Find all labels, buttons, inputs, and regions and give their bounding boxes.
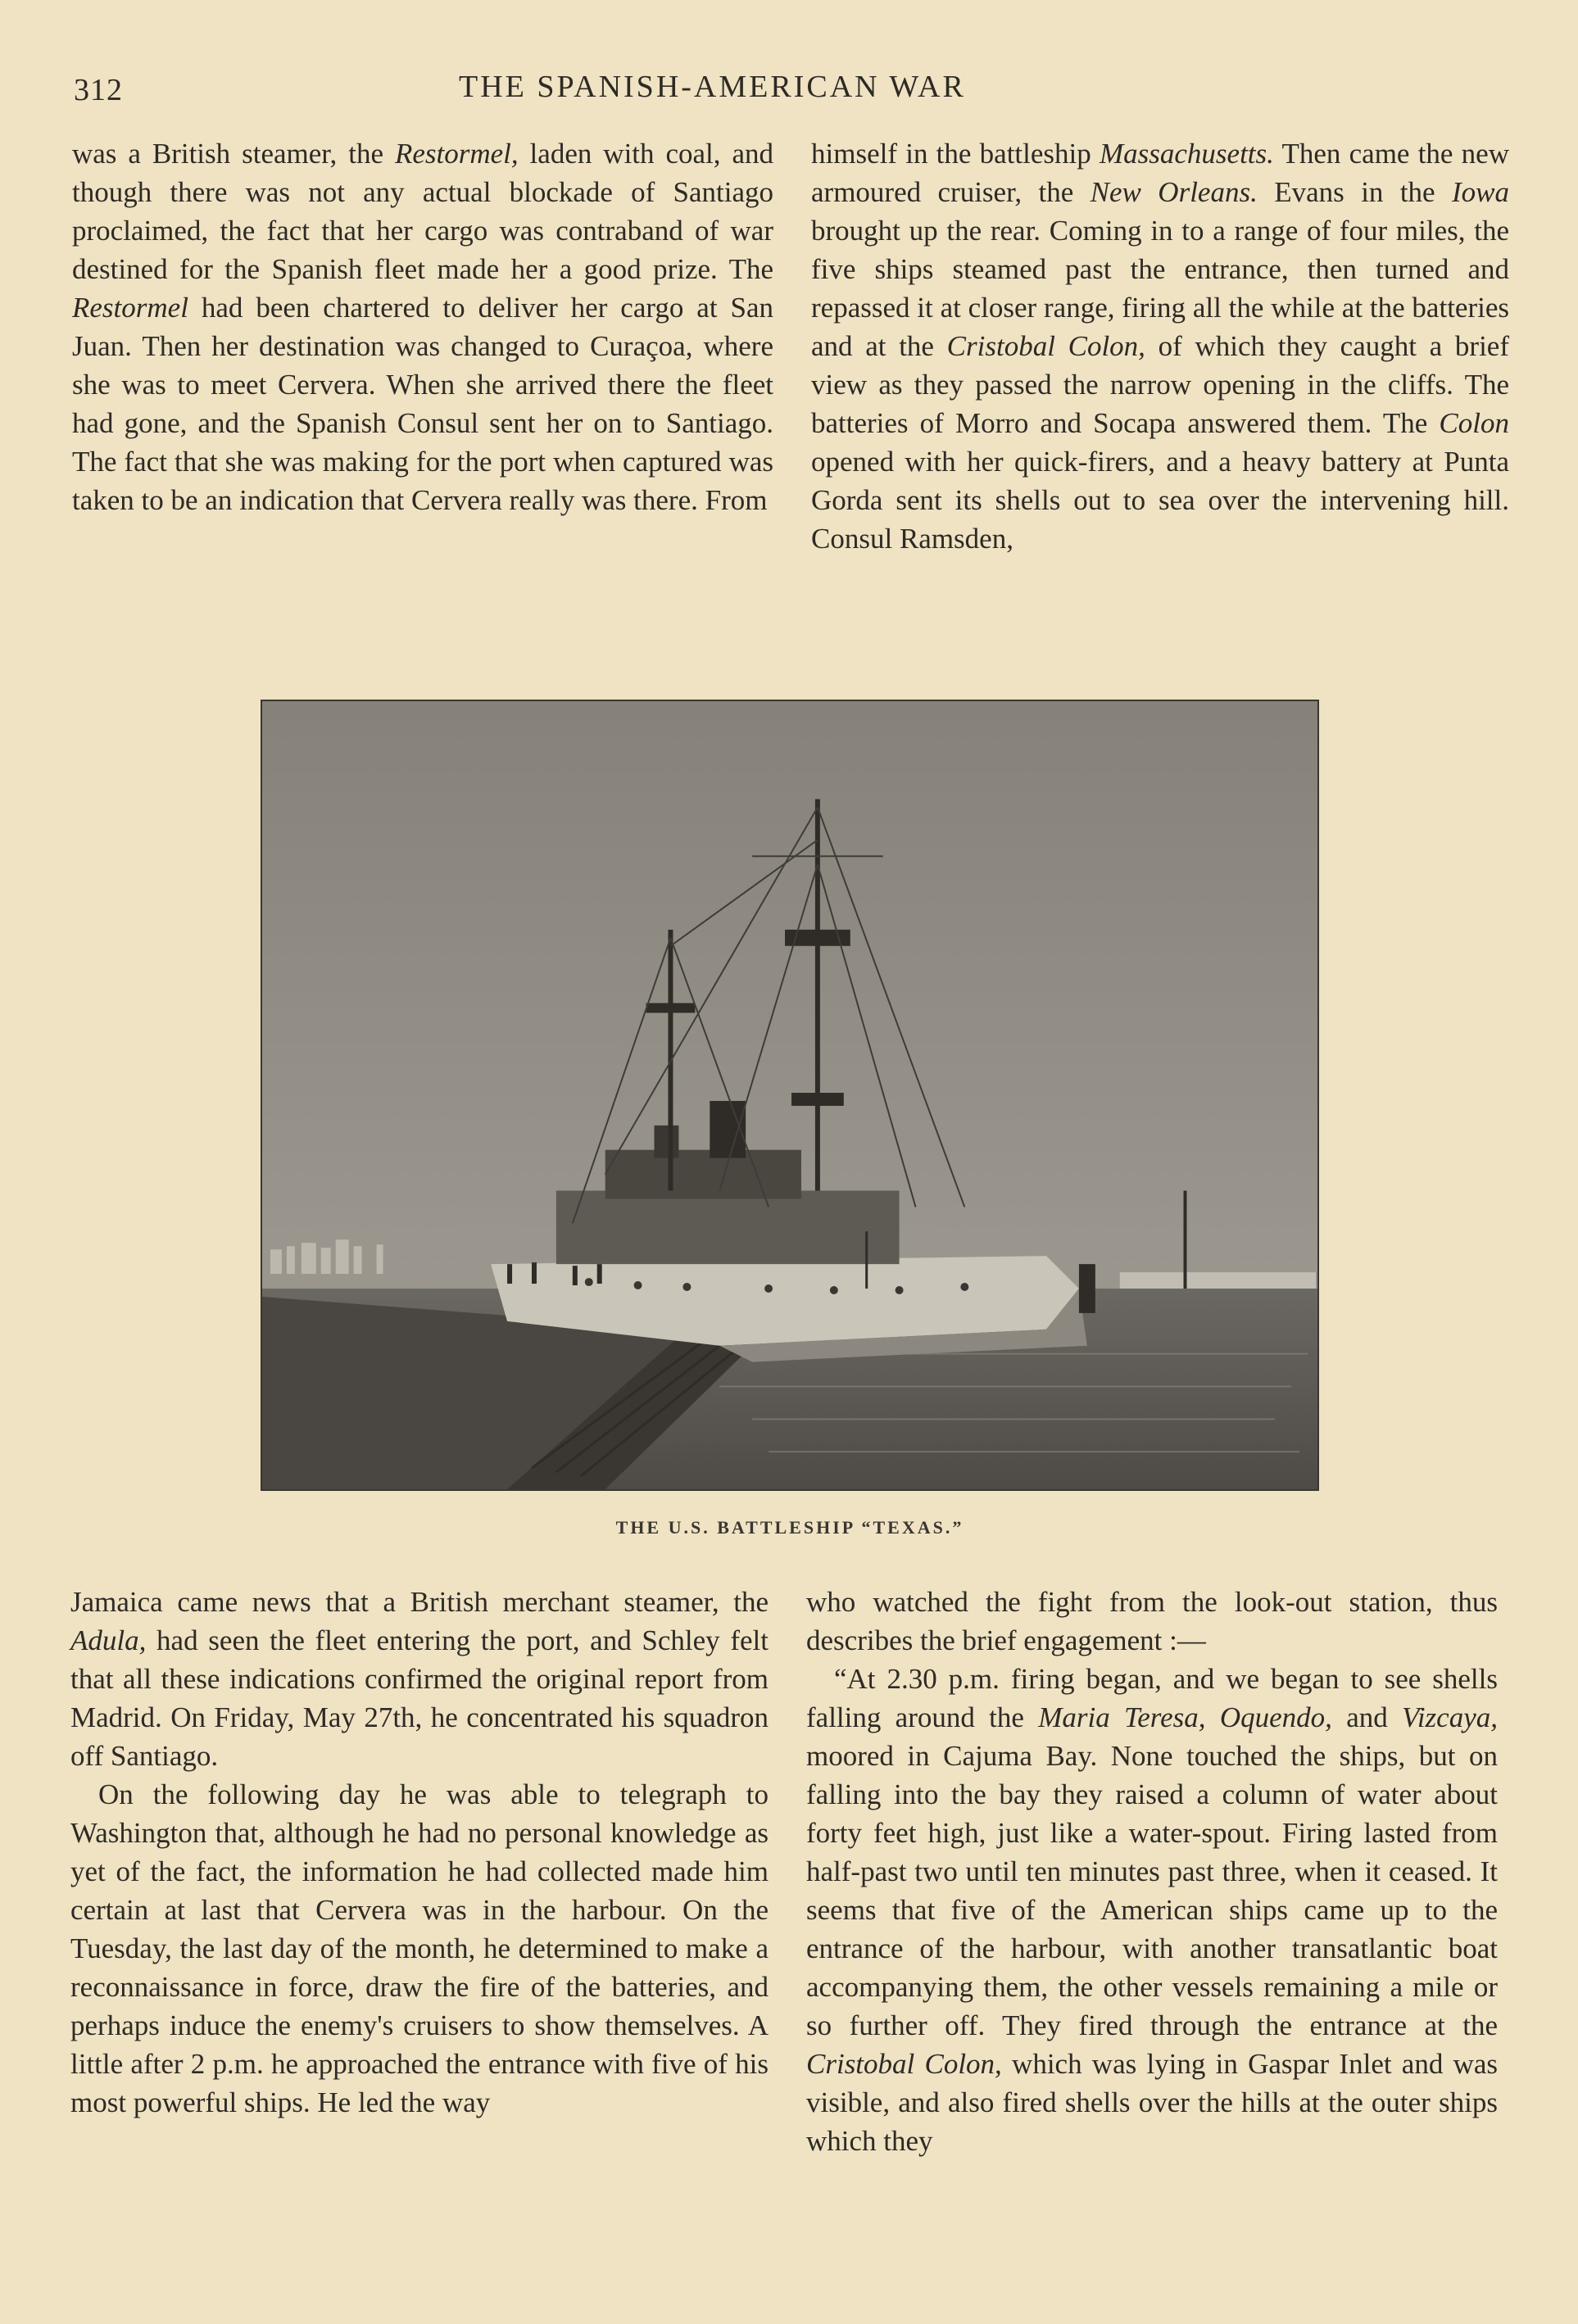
- paragraph: On the following day he was able to telegraph to Washington that, although he had no personal knowledge as yet of the fact, the information he had collected made him certain at last that Cervera was in the harbour. On the Tuesday, the last day of the month, he determined to make a reconnaissance in force, draw the fire of the batteries, and perhaps induce the enemy's cruisers to show themselves. A little after 2 p.m. he approached the entrance with five of his most powerful ships. He led the way: [70, 1778, 769, 2118]
- italic-text: Maria Teresa, Oquendo,: [1038, 1701, 1332, 1733]
- paragraph: was a British steamer, the Restormel, laden with coal, and though there was not any actual blockade of Santiago proclaimed, the fact that her cargo was contraband of war destined for the Spanish fleet made her a good prize. The Restormel had been chartered to deliver her cargo at San Juan. Then her destination was changed to Curaçoa, where she was to meet Cervera. When she arrived there the fleet had gone, and the Spanish Consul sent her on to Santiago. The fact that she was making for the port when captured was taken to be an indication that Cervera really was there. From: [72, 138, 773, 516]
- italic-text: Massachusetts.: [1099, 138, 1274, 170]
- italic-text: New Orleans.: [1090, 176, 1258, 208]
- italic-text: Colon: [1439, 407, 1509, 439]
- battleship-texas-image: [262, 701, 1317, 1489]
- italic-text: Restormel,: [394, 138, 519, 170]
- column-bottom-right: [806, 1583, 1498, 2160]
- paragraph: himself in the battleship Massachusetts. Then came the new armoured cruiser, the New Orleans. Evans in the Iowa brought up the rear. Coming in to a range of four miles, the five ships steamed past the entrance, then turned and repassed it at closer range, firing all the while at the batteries and at the Cristobal Colon, of which they caught a brief view as they passed the narrow opening in the cliffs. The batteries of Morro and Socapa answered them. The Colon opened with her quick-firers, and a heavy battery at Punta Gorda sent its shells out to sea over the intervening hill. Consul Ramsden,: [811, 138, 1510, 555]
- column-top-left: [72, 134, 773, 519]
- running-head: THE SPANISH-AMERICAN WAR: [459, 70, 966, 104]
- italic-text: Restormel: [72, 292, 188, 324]
- paragraph: “At 2.30 p.m. firing began, and we began to see shells falling around the Maria Teresa, Oquendo, and Vizcaya, moored in Cajuma Bay. None touched the ships, but on falling into the bay they raised a column of water about forty feet high, just like a water-spout. Firing lasted from half-past two until ten minutes past three, when it ceased. It seems that five of the American ships came up to the entrance of the harbour, with another transatlantic boat accompanying them, the other vessels remaining a mile or so further off. They fired through the entrance at the Cristobal Colon, which was lying in Gaspar Inlet and was visible, and also fired shells over the hills at the outer ships which they: [806, 1663, 1498, 2157]
- column-top-right: [811, 134, 1509, 558]
- italic-text: Cristobal Colon,: [806, 2048, 1002, 2080]
- italic-text: Cristobal Colon,: [946, 330, 1145, 362]
- paragraph: who watched the fight from the look-out station, thus describes the brief engagement :—: [806, 1586, 1498, 1656]
- paragraph: Jamaica came news that a British merchant steamer, the Adula, had seen the fleet entering the port, and Schley felt that all these indications confirmed the original report from Madrid. On Friday, May 27th, he concentrated his squadron off Santiago.: [70, 1586, 769, 1772]
- figure-caption: THE U.S. BATTLESHIP “TEXAS.”: [615, 1517, 964, 1538]
- italic-text: Vizcaya,: [1402, 1701, 1498, 1733]
- column-bottom-left: [70, 1583, 769, 2122]
- italic-text: Adula,: [70, 1624, 147, 1656]
- battleship-illustration: [261, 700, 1319, 1491]
- page-number: 312: [74, 73, 123, 107]
- italic-text: Iowa: [1452, 176, 1510, 208]
